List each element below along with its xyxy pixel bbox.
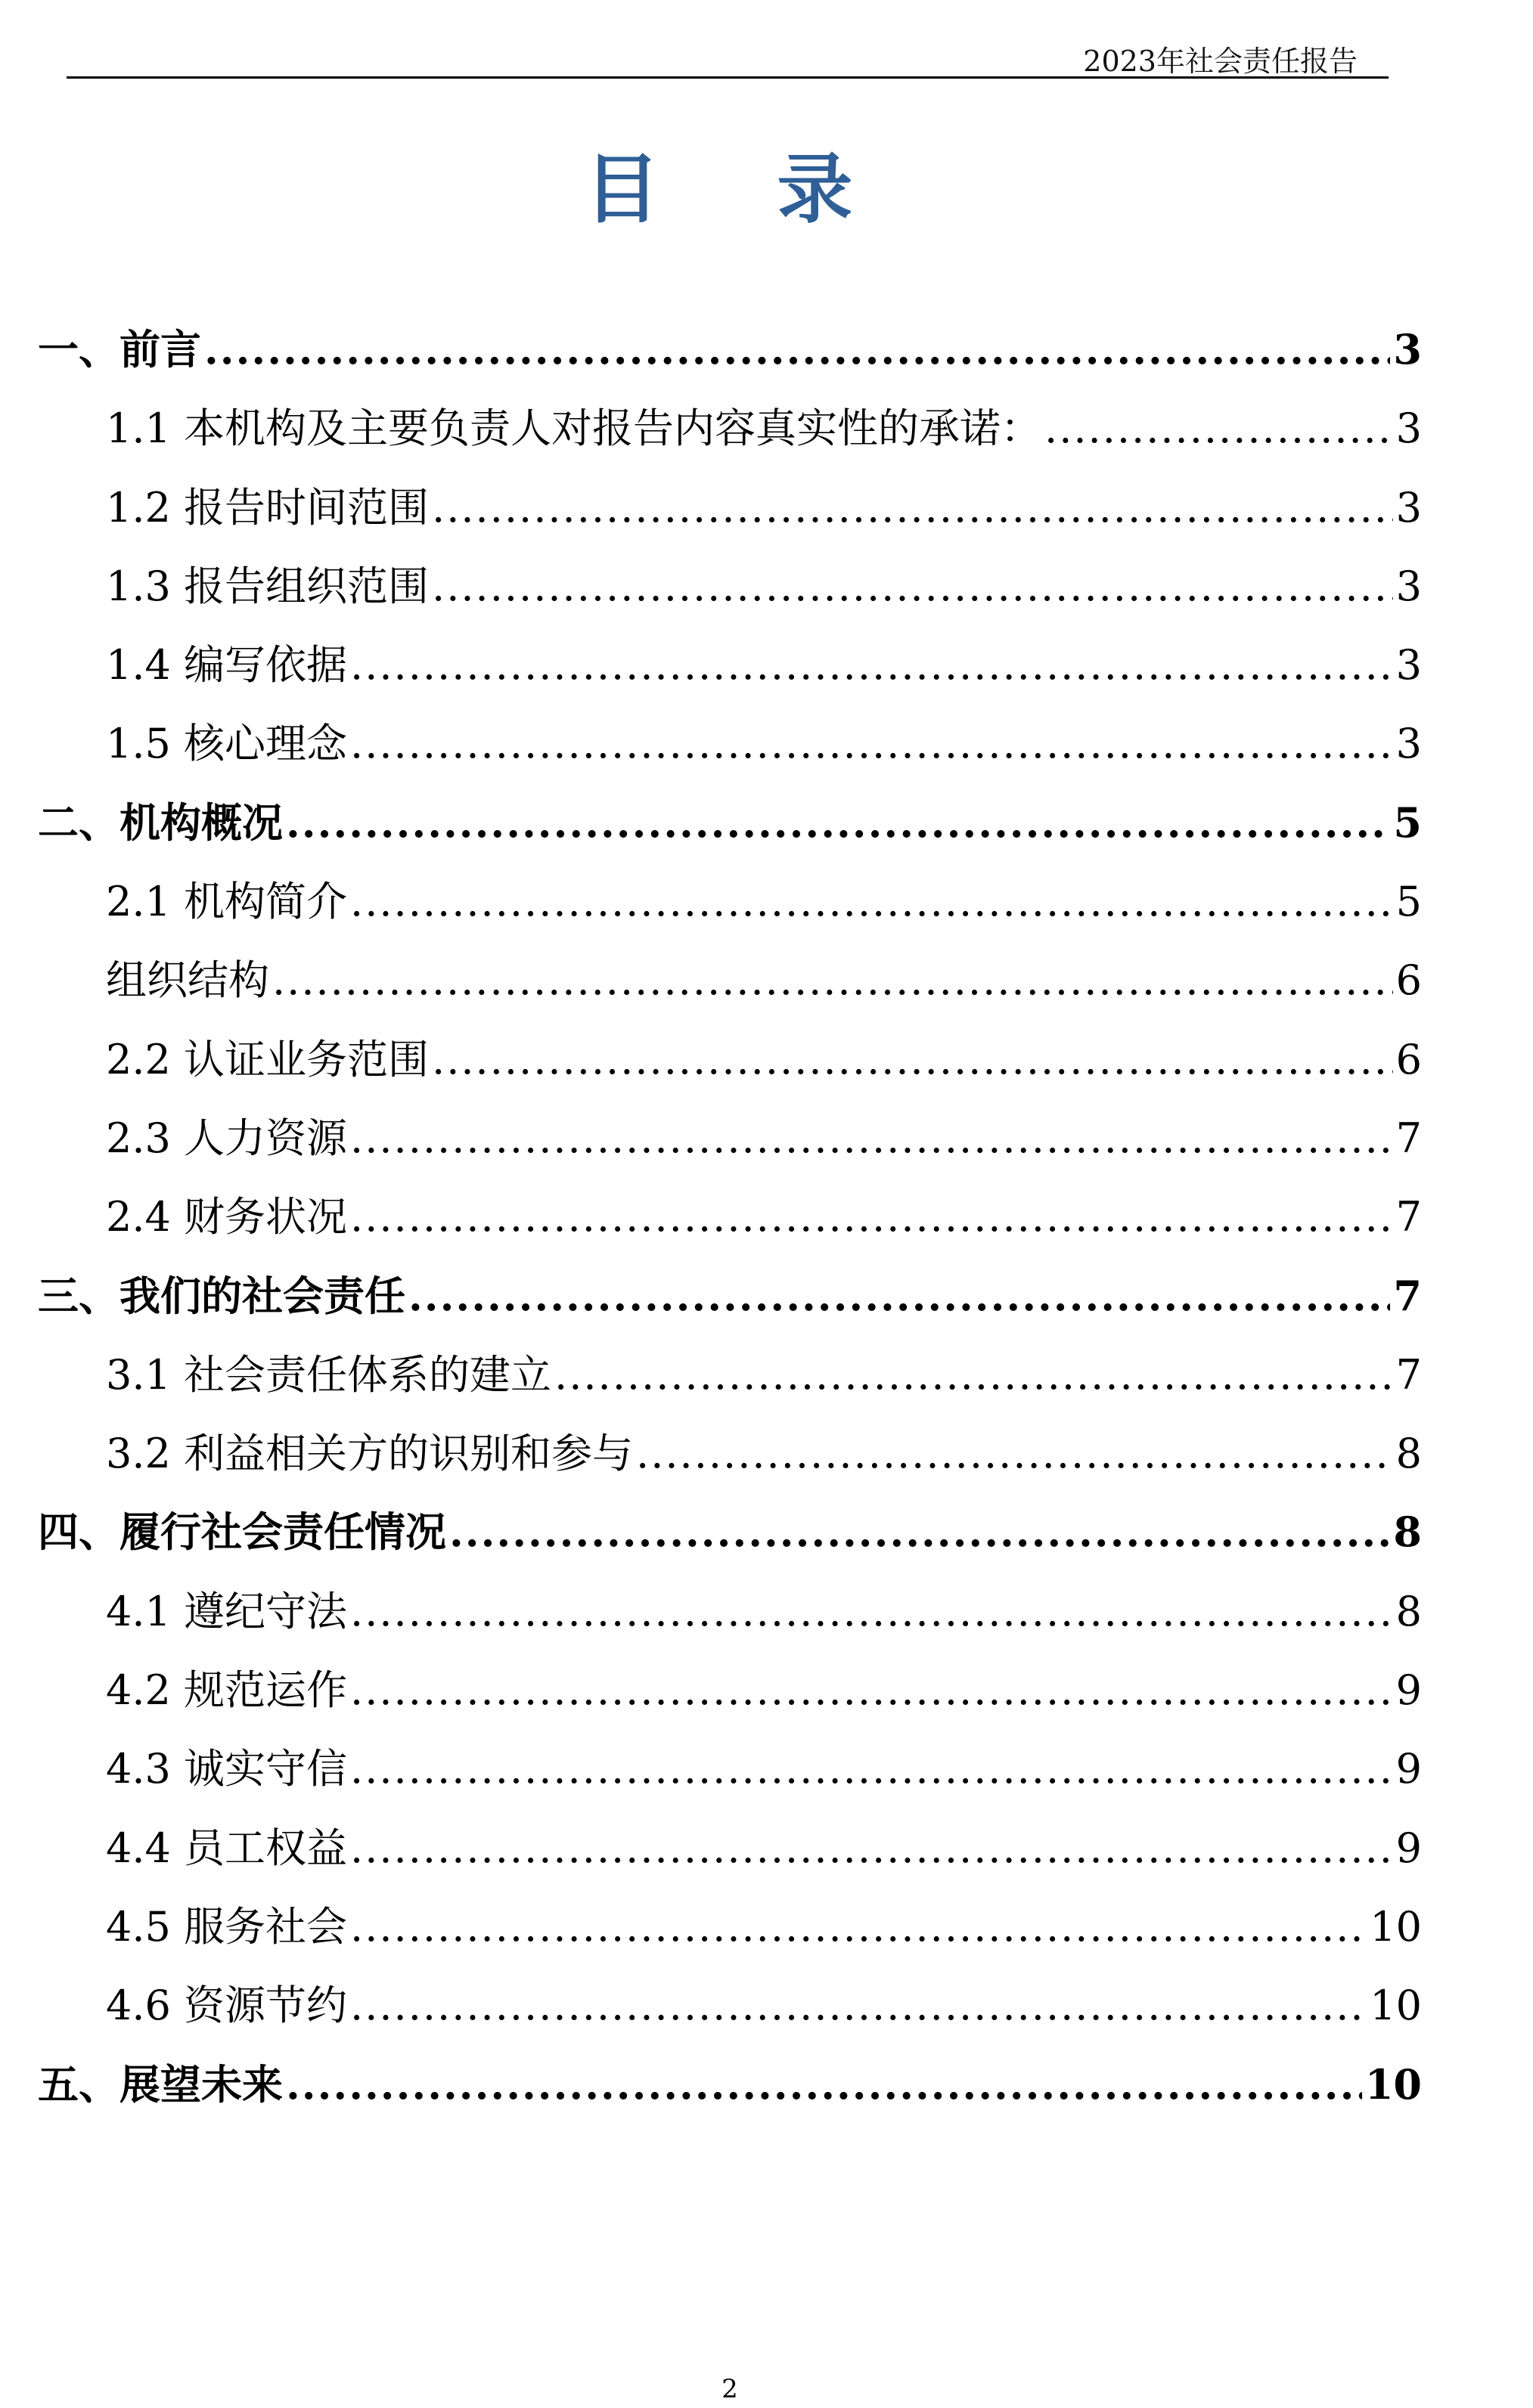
toc-entry[interactable] [38, 948, 1422, 1027]
toc-entry-page-number: 6 [1395, 956, 1422, 1005]
toc-entry[interactable] [38, 1658, 1422, 1737]
toc-entry-page-number: 3 [1395, 404, 1422, 453]
toc-entry-label: 4.2 规范运作 [106, 1666, 348, 1715]
toc-entry-label: 二、机构概况 [38, 798, 283, 847]
toc-entry-label: 4.4 员工权益 [106, 1824, 348, 1872]
toc-entry-label: 4.1 遵纪守法 [106, 1587, 348, 1635]
toc-entry-label: 1.1 本机构及主要负责人对报告内容真实性的承诺： [106, 404, 1042, 453]
toc-entry[interactable] [38, 1973, 1422, 2052]
toc-entry-label: 1.5 核心理念 [106, 720, 348, 768]
toc-dot-leader [350, 1114, 1393, 1162]
toc-entry[interactable] [38, 1816, 1422, 1895]
toc-dot-leader [1044, 404, 1393, 452]
toc-entry[interactable] [38, 1421, 1422, 1500]
toc-entry-label: 4.5 服务社会 [106, 1902, 348, 1951]
toc-entry-label: 2.1 机构简介 [106, 878, 348, 926]
toc-entry-label: 2.4 财务状况 [106, 1193, 348, 1241]
toc-entry-page-number: 8 [1393, 1508, 1422, 1557]
toc-dot-leader [432, 484, 1393, 531]
toc-entry-label: 3.2 利益相关方的识别和参与 [106, 1430, 634, 1478]
toc-entry-label: 一、前言 [38, 325, 201, 373]
toc-dot-leader [350, 878, 1393, 925]
toc-dot-leader [636, 1430, 1393, 1477]
toc-entry-label: 2.3 人力资源 [106, 1114, 348, 1162]
toc-entry[interactable] [38, 2053, 1422, 2131]
toc-entry-page-number: 7 [1395, 1114, 1422, 1162]
table-of-contents [38, 318, 1422, 2131]
toc-entry[interactable] [38, 1106, 1422, 1185]
toc-entry-label: 1.2 报告时间范围 [106, 483, 430, 531]
toc-dot-leader [350, 1745, 1393, 1793]
toc-entry-page-number: 3 [1393, 325, 1422, 373]
toc-entry[interactable] [38, 1500, 1422, 1579]
toc-entry[interactable] [38, 1737, 1422, 1815]
footer-page-number: 2 [722, 2374, 738, 2404]
toc-entry-label: 2.2 认证业务范围 [106, 1035, 430, 1083]
toc-entry[interactable] [38, 633, 1422, 711]
toc-dot-leader [350, 1982, 1367, 2029]
toc-entry[interactable] [38, 711, 1422, 790]
toc-entry-label: 三、我们的社会责任 [38, 1271, 405, 1320]
toc-dot-leader [286, 798, 1390, 847]
toc-dot-leader [350, 1824, 1393, 1872]
toc-entry-page-number: 7 [1395, 1350, 1422, 1399]
toc-entry-page-number: 8 [1395, 1587, 1422, 1635]
toc-dot-leader [432, 562, 1393, 610]
toc-entry-page-number: 7 [1395, 1193, 1422, 1241]
toc-dot-leader [286, 2060, 1362, 2109]
toc-entry-page-number: 3 [1395, 562, 1422, 610]
toc-entry[interactable] [38, 554, 1422, 633]
toc-entry[interactable] [38, 1027, 1422, 1106]
toc-entry-page-number: 5 [1395, 878, 1422, 926]
toc-entry-page-number: 3 [1395, 720, 1422, 768]
toc-dot-leader [350, 1666, 1393, 1714]
toc-dot-leader [204, 325, 1390, 373]
toc-entry-page-number: 5 [1393, 798, 1422, 847]
toc-dot-leader [408, 1272, 1390, 1320]
toc-dot-leader [350, 1903, 1367, 1951]
toc-entry-page-number: 3 [1395, 641, 1422, 690]
toc-entry-page-number: 8 [1395, 1430, 1422, 1478]
toc-entry[interactable] [38, 318, 1422, 396]
toc-dot-leader [350, 1193, 1393, 1241]
header-divider [67, 76, 1389, 79]
toc-entry[interactable] [38, 1264, 1422, 1343]
toc-entry-page-number: 3 [1395, 483, 1422, 531]
toc-dot-leader [272, 956, 1393, 1004]
toc-dot-leader [449, 1508, 1390, 1556]
toc-entry[interactable] [38, 1185, 1422, 1263]
toc-dot-leader [350, 720, 1393, 767]
header-report-title: 2023年社会责任报告 [1083, 45, 1358, 78]
toc-entry-label: 4.3 诚实守信 [106, 1745, 348, 1793]
toc-entry[interactable] [38, 396, 1422, 475]
toc-dot-leader [432, 1036, 1393, 1083]
toc-entry-label: 3.1 社会责任体系的建立 [106, 1350, 552, 1399]
toc-entry-page-number: 9 [1395, 1745, 1422, 1793]
toc-entry[interactable] [38, 476, 1422, 554]
toc-entry[interactable] [38, 791, 1422, 869]
toc-entry-label: 1.3 报告组织范围 [106, 562, 430, 610]
toc-entry-label: 组织结构 [106, 956, 269, 1005]
toc-entry-label: 1.4 编写依据 [106, 641, 348, 690]
toc-entry[interactable] [38, 1895, 1422, 1973]
toc-entry-label: 4.6 资源节约 [106, 1982, 348, 2030]
toc-entry-page-number: 10 [1370, 1902, 1422, 1951]
toc-entry-label: 四、履行社会责任情况 [38, 1508, 446, 1557]
toc-entry-page-number: 6 [1395, 1035, 1422, 1083]
toc-dot-leader [554, 1351, 1393, 1399]
toc-entry[interactable] [38, 1343, 1422, 1421]
toc-entry-page-number: 7 [1393, 1271, 1422, 1320]
toc-entry[interactable] [38, 869, 1422, 948]
toc-dot-leader [350, 1588, 1393, 1635]
toc-entry[interactable] [38, 1579, 1422, 1658]
toc-entry-label: 五、展望未来 [38, 2059, 283, 2109]
toc-entry-page-number: 10 [1364, 2059, 1422, 2109]
toc-entry-page-number: 9 [1395, 1824, 1422, 1872]
toc-entry-page-number: 9 [1395, 1666, 1422, 1715]
toc-dot-leader [350, 641, 1393, 689]
page-title: 目 录 [584, 145, 898, 234]
toc-entry-page-number: 10 [1370, 1982, 1422, 2030]
